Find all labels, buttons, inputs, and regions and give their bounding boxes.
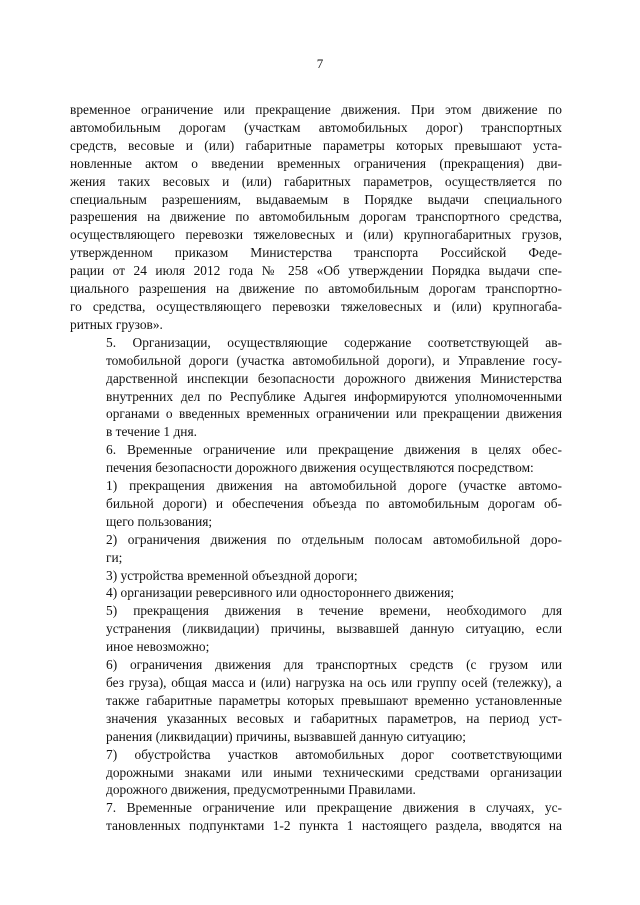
text-line: также габаритные параметры которых превышают временно установленные <box>106 692 562 708</box>
text-line: средств, весовые и (или) габаритные параметры которых превышают уста- <box>70 137 562 153</box>
text-line: значения указанных весовых и габаритных параметров, на период уст- <box>106 710 562 726</box>
text-line: органами о введенных временных ограничении или прекращении движения <box>106 406 562 422</box>
paragraph <box>70 746 562 800</box>
text-line: рации от 24 июля 2012 года № 258 «Об утверждении Порядка выдачи спе- <box>70 263 562 279</box>
paragraph <box>70 334 562 441</box>
text-line: тановленных подпунктами 1-2 пункта 1 настоящего раздела, вводятся на <box>106 818 562 834</box>
text-line: бильной дороги) и обеспечения объезда по автомобильным дорогам об- <box>106 495 562 511</box>
text-line: 1) прекращения движения на автомобильной дороге (участке автомо- <box>106 478 562 494</box>
paragraph <box>70 799 562 835</box>
text-line: жения таких весовых и (или) габаритных параметров, осуществляется по <box>70 173 562 189</box>
text-line: дарственной инспекции безопасности дорожного движения Министерства <box>106 370 562 386</box>
paragraph <box>70 101 562 334</box>
text-line: 6. Временные ограничение или прекращение движения в целях обес- <box>106 442 562 458</box>
text-line: автомобильным дорогам (участкам автомобильных дорог) транспортных <box>70 119 562 135</box>
document-body <box>70 101 562 835</box>
text-line: дорожного движения, предусмотренными Правилами. <box>106 782 416 798</box>
text-line: специальным разрешениям, выдаваемым в Порядке выдачи специального <box>70 191 562 207</box>
text-line: осуществляющего перевозки тяжеловесных и (или) крупногабаритных грузов, <box>70 227 562 243</box>
page-number: 7 <box>316 56 324 71</box>
text-line: утвержденном приказом Министерства транспорта Российской Феде- <box>70 245 562 261</box>
text-line: 5) прекращения движения в течение времени, необходимого для <box>106 603 562 619</box>
text-line: временное ограничение или прекращение движения. При этом движение по <box>70 102 562 117</box>
text-line: ритных грузов». <box>70 316 163 332</box>
text-line: циального разрешения на движение по автомобильным дорогам транспортно- <box>70 281 562 297</box>
text-line: го средства, осуществляющего перевозки тяжеловесных и (или) крупногаба- <box>70 298 562 314</box>
text-line: 7. Временные ограничение или прекращение движения в случаях, ус- <box>106 800 562 816</box>
text-line: в течение 1 дня. <box>106 424 197 440</box>
text-line: ги; <box>106 549 123 565</box>
text-line: томобильной дороги (участка автомобильной дороги), и Управление госу- <box>106 352 562 368</box>
text-line: устранения (ликвидации) причины, вызвавшей данную ситуацию, если <box>106 621 562 637</box>
paragraph <box>70 602 562 656</box>
paragraph <box>70 441 562 477</box>
text-line: щего пользования; <box>106 513 213 529</box>
text-line: 4) организации реверсивного или одностороннего движения; <box>106 585 455 601</box>
text-line: новленные актом о введении временных ограничения (прекращения) дви- <box>70 155 562 171</box>
text-line: 7) обустройства участков автомобильных дорог соответствующими <box>106 746 562 762</box>
text-line: 5. Организации, осуществляющие содержание соответствующей ав- <box>106 334 562 350</box>
text-line: 3) устройства временной объездной дороги; <box>106 567 358 583</box>
text-line: ранения (ликвидации) причины, вызвавшей данную ситуацию; <box>106 728 466 744</box>
text-line: дорожными знаками или иными техническими средствами организации <box>106 764 562 780</box>
text-line: внутренних дел по Республике Адыгея информируются уполномоченными <box>106 388 562 404</box>
text-line: разрешения на движение по автомобильным дорогам транспортного средства, <box>70 209 562 225</box>
text-line: 2) ограничения движения по отдельным полосам автомобильной доро- <box>106 531 562 547</box>
paragraph <box>70 477 562 531</box>
text-line: 6) ограничения движения для транспортных средств (с грузом или <box>106 657 562 673</box>
paragraph <box>70 567 562 585</box>
text-line: без груза), общая масса и (или) нагрузка на ось или группу осей (тележку), а <box>106 675 562 690</box>
text-line: печения безопасности дорожного движения осуществляются посредством: <box>106 460 534 476</box>
paragraph <box>70 656 562 746</box>
text-line: иное невозможно; <box>106 639 210 655</box>
paragraph <box>70 584 562 602</box>
paragraph <box>70 531 562 567</box>
